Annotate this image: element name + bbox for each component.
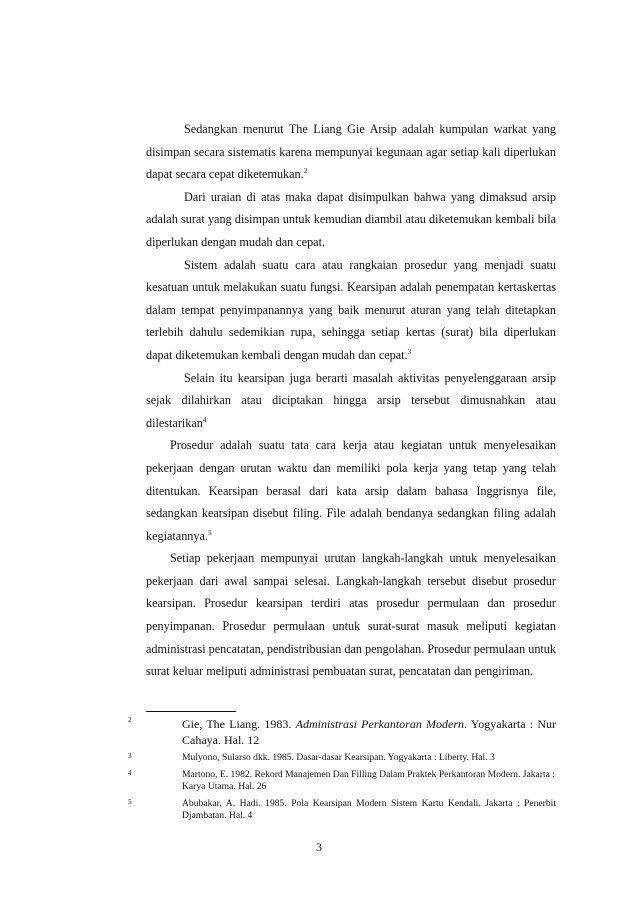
- paragraph: Dari uraian di atas maka dapat disimpulkan bahwa yang dimaksud arsip adalah surat yang disimpan untuk kemudian diambil atau diketemukan kembali bila diperlukan dengan mudah dan cepat.: [146, 189, 556, 249]
- page-number: 3: [316, 840, 322, 854]
- footnote: 4 Martono, E. 1982. Rekord Manajemen Dan Filling Dalam Praktek Perkantoran Modern. Jakarta : Karya Utama. Hal. 26: [128, 768, 555, 792]
- footnote-ref: 3: [407, 347, 412, 356]
- footnote-number: 5: [128, 797, 132, 806]
- footnote-ref: 2: [303, 167, 308, 176]
- footnote: 5 Abubakar, A. Hadi. 1985. Pola Kearsipan Modern Sistem Kartu Kendali. Jakarta : Penerbit Djambatan. Hal. 4: [128, 797, 556, 821]
- paragraph: Setiap pekerjaan mempunyai urutan langkah-langkah untuk menyelesaikan pekerjaan dari awal sampai selesai. Langkah-langkah tersebut disebut prosedur kearsipan. Prosedur kearsipan terdiri atas prosedur permulaan dan prosedur penyimpanan. Prosedur permulaan untuk surat-surat masuk meliputi kegiatan administrasi pencatatan, pendistribusian dan pengolahan. Prosedur permulaan untuk surat keluar meliputi administrasi pembuatan surat, pencatatan dan pengiriman.: [146, 551, 556, 679]
- footnote: 3 Mulyono, Sularso dkk. 1985. Dasar-dasar Kearsipan. Yogyakarta : Liberty. Hal. 3: [128, 752, 495, 763]
- footnote-number: 3: [128, 752, 132, 760]
- paragraph: Selain itu kearsipan juga berarti masalah aktivitas penyelenggaraan arsip sejak dilahirkan atau diciptakan hingga arsip tersebut dimusnahkan atau dilestarikan$^4$: [146, 370, 556, 430]
- footnote-number: 2: [128, 716, 132, 724]
- paragraph: Sedangkan menurut The Liang Gie Arsip adalah kumpulan warkat yang disimpan secara sistematis karena mempunyai kegunaan agar setiap kali diperlukan dapat secara cepat diketemukan.$^2$: [146, 122, 556, 182]
- paragraph: Prosedur adalah suatu tata cara kerja atau kegiatan untuk menyelesaikan pekerjaan dengan urutan waktu dan memiliki pola kerja yang tetap yang telah ditentukan. Kearsipan berasal dari kata arsip dalam bahasa Inggrisnya file, sedangkan kearsipan disebut filing. File adalah bendanya sedangkan filing adalah kegiatannya.$^5$: [146, 438, 556, 543]
- paragraph: Sistem adalah suatu cara atau rangkaian prosedur yang menjadi suatu kesatuan untuk melakukan suatu fungsi. Kearsipan adalah penempatan kertaskertas dalam tempat penyimpanannya yang baik menurut aturan yang telah ditetapkan terlebih dahulu sedemikian rupa, sehingga setiap kertas (surat) bila diperlukan dapat diketemukan kembali dengan mudah dan cepat.$^3$: [146, 257, 556, 362]
- footnotes: [128, 716, 556, 823]
- body-text: [146, 118, 556, 683]
- footnote-separator: [146, 711, 236, 712]
- footnote: 2 Gie, The Liang. 1983. Administrasi Perkantoran Modern. Yogyakarta : Nur Cahaya. Hal. 12: [128, 716, 556, 747]
- footnote-ref: 4: [202, 415, 207, 424]
- footnote-ref: 5: [207, 528, 212, 537]
- book-title: Administrasi Perkantoran Modern: [295, 717, 465, 731]
- footnote-number: 4: [128, 768, 132, 777]
